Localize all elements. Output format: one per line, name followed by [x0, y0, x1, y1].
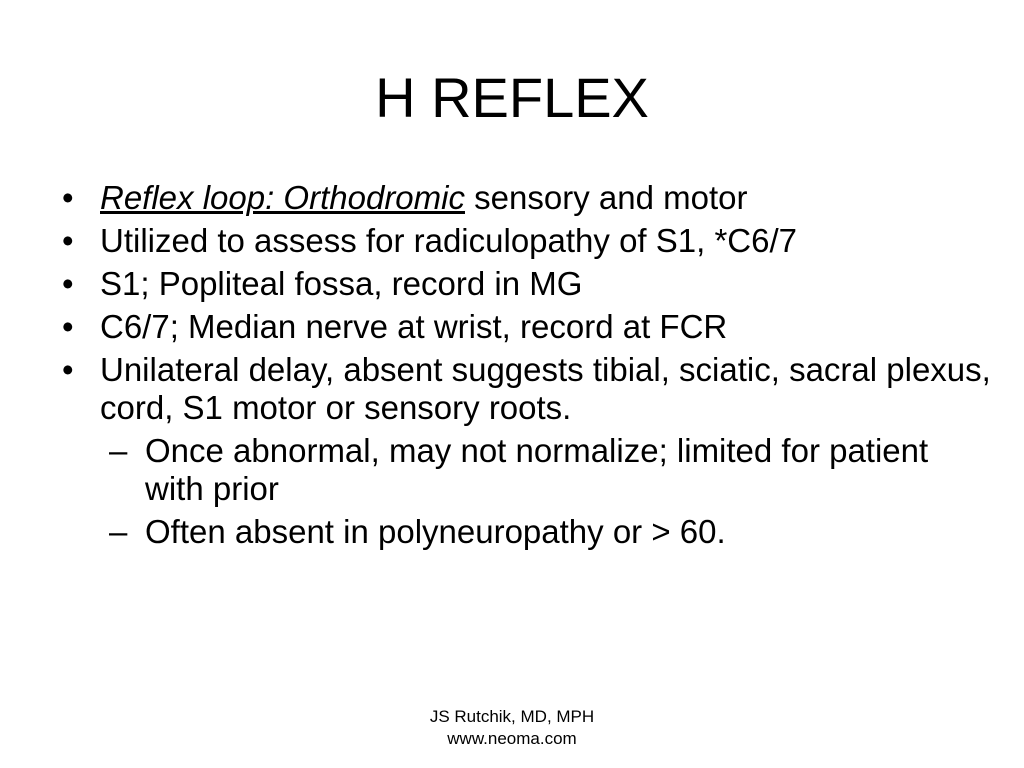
emphasized-term: Reflex loop: Orthodromic [100, 179, 465, 216]
bullet-icon: • [62, 308, 74, 345]
bullet-icon: • [62, 265, 74, 302]
slide-body [62, 179, 992, 556]
bullet-item [62, 179, 992, 217]
bullet-item [62, 351, 992, 427]
bullet-icon: • [62, 351, 74, 388]
footer-author: JS Rutchik, MD, MPH [429, 707, 595, 726]
sub-bullet-item [62, 513, 992, 551]
slide-footer [0, 706, 1024, 750]
bullet-item [62, 308, 992, 346]
dash-icon: – [109, 432, 128, 469]
bullet-text: Unilateral delay, absent suggests tibial, sciatic, sacral plexus, cord, S1 motor or sensory roots. [100, 351, 991, 426]
bullet-text: S1; Popliteal fossa, record in MG [100, 265, 583, 302]
bullet-item [62, 222, 992, 260]
bullet-text: C6/7; Median nerve at wrist, record at FCR [100, 308, 728, 345]
bullet-icon: • [62, 222, 74, 259]
bullet-icon: • [62, 179, 74, 216]
bullet-text: sensory and motor [464, 179, 748, 216]
sub-bullet-item [62, 432, 992, 508]
footer-website: www.neoma.com [447, 729, 577, 748]
dash-icon: – [109, 513, 128, 550]
bullet-item [62, 265, 992, 303]
sub-bullet-text: Once abnormal, may not normalize; limited for patient with prior [145, 432, 929, 507]
bullet-text: Utilized to assess for radiculopathy of S1, *C6/7 [100, 222, 798, 259]
slide-title: H REFLEX [375, 66, 649, 129]
sub-bullet-text: Often absent in polyneuropathy or > 60. [145, 513, 726, 550]
